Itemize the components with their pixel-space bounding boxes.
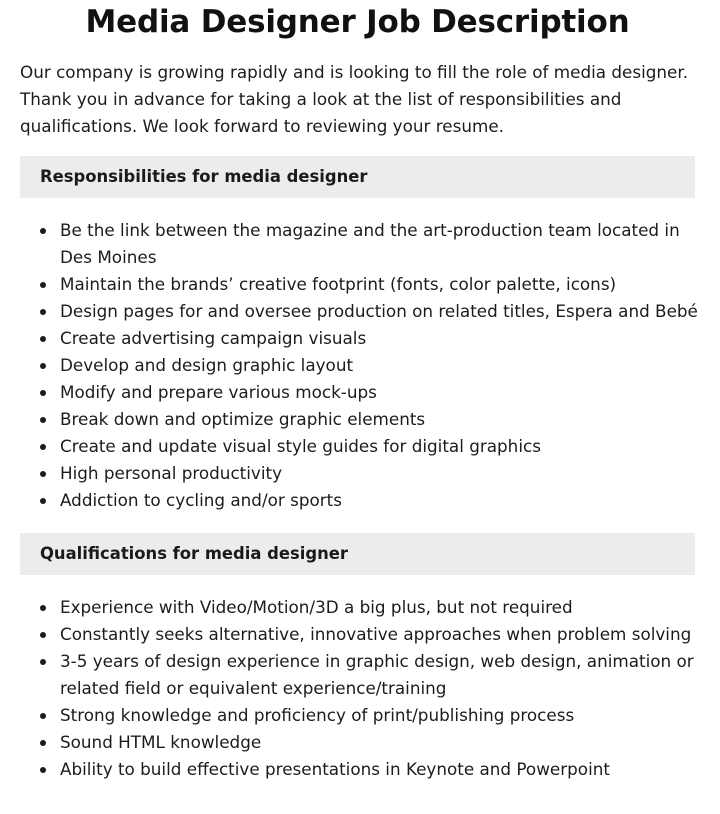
list-item: 3-5 years of design experience in graphic design, web design, animation or related field or equivalent experience/training <box>20 648 700 702</box>
list-item: Maintain the brands’ creative footprint (fonts, color palette, icons) <box>20 271 700 298</box>
list-item: Break down and optimize graphic elements <box>20 406 700 433</box>
list-item: Ability to build effective presentations in Keynote and Powerpoint <box>20 756 700 783</box>
qualifications-heading: Qualifications for media designer <box>20 533 695 575</box>
page-title: Media Designer Job Description <box>85 4 630 40</box>
responsibilities-list <box>20 217 700 514</box>
list-item: Modify and prepare various mock-ups <box>20 379 700 406</box>
responsibilities-heading: Responsibilities for media designer <box>20 156 695 198</box>
list-item: Addiction to cycling and/or sports <box>20 487 700 514</box>
list-item: Develop and design graphic layout <box>20 352 700 379</box>
intro-paragraph: Our company is growing rapidly and is looking to fill the role of media designer. Thank you in advance for taking a look at the list of responsibilities and qualifications. We look forward to reviewing your resume. <box>20 62 689 136</box>
list-item: Design pages for and oversee production on related titles, Espera and Bebé <box>20 298 700 325</box>
list-item: High personal productivity <box>20 460 700 487</box>
list-item: Create advertising campaign visuals <box>20 325 700 352</box>
list-item: Strong knowledge and proficiency of print/publishing process <box>20 702 700 729</box>
qualifications-list <box>20 594 700 783</box>
list-item: Sound HTML knowledge <box>20 729 700 756</box>
list-item: Experience with Video/Motion/3D a big plus, but not required <box>20 594 700 621</box>
list-item: Constantly seeks alternative, innovative approaches when problem solving <box>20 621 700 648</box>
list-item: Be the link between the magazine and the art-production team located in Des Moines <box>20 217 700 271</box>
list-item: Create and update visual style guides for digital graphics <box>20 433 700 460</box>
